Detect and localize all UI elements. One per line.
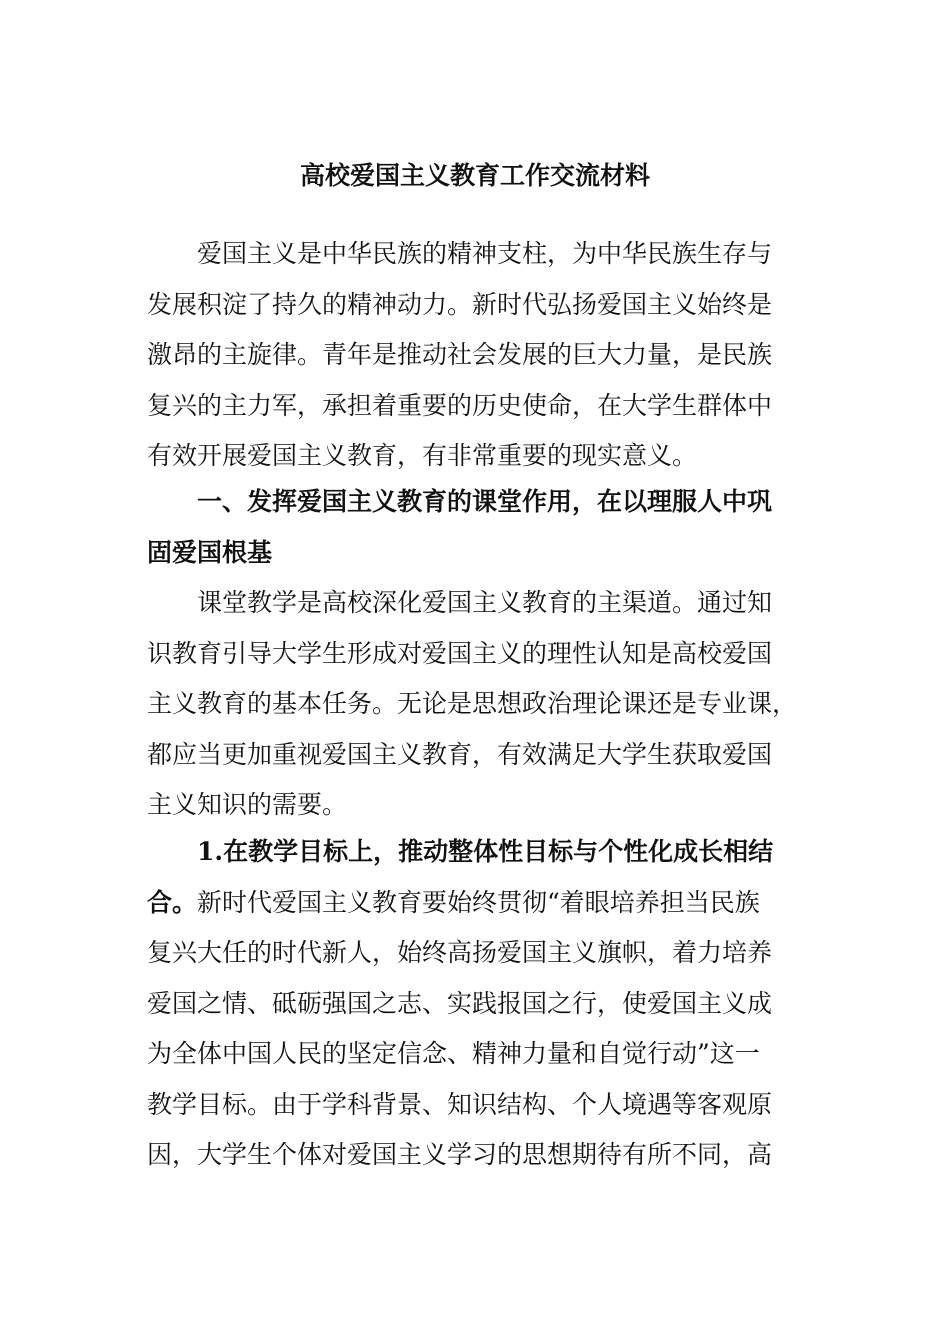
- paragraph-line: 复兴大任的时代新人，始终高扬爱国主义旗帜，着力培养: [147, 938, 773, 967]
- paragraph-line: 教学目标。由于学科背景、知识结构、个人境遇等客观原: [147, 1089, 773, 1119]
- paragraph-teaching-goal: [147, 827, 787, 1181]
- paragraph-line: 主义教育的基本任务。无论是思想政治理论课还是专业课，: [147, 689, 798, 718]
- paragraph-line: 课堂教学是高校深化爱国主义教育的主渠道。通过知: [197, 588, 773, 617]
- paragraph-line: 爱国之情、砥砺强国之志、实践报国之行，使爱国主义成: [147, 988, 773, 1018]
- document-title: 高校爱国主义教育工作交流材料: [299, 161, 650, 190]
- subheading-end: 合。: [147, 887, 198, 917]
- paragraph-line: 发展积淀了持久的精神动力。新时代弘扬爱国主义始终是: [147, 289, 773, 319]
- section-heading-1: [147, 477, 787, 578]
- paragraph-line: 因，大学生个体对爱国主义学习的思想期待有所不同，高: [147, 1140, 773, 1169]
- paragraph-line: 识教育引导大学生形成对爱国主义的理性认知是高校爱国: [147, 638, 773, 668]
- paragraph-line: 复兴的主力军，承担着重要的历史使命，在大学生群体中: [147, 390, 773, 420]
- subheading-line: 1.在教学目标上，推动整体性目标与个性化成长相结: [197, 837, 774, 866]
- paragraph-line: 主义知识的需要。: [147, 790, 348, 819]
- paragraph-classroom: [147, 578, 798, 831]
- paragraph-line: 爱国主义是中华民族的精神支柱，为中华民族生存与: [197, 239, 773, 268]
- paragraph-line: [147, 878, 787, 929]
- heading-line: 一、发挥爱国主义教育的课堂作用，在以理服人中巩: [197, 487, 773, 516]
- paragraph-line: 都应当更加重视爱国主义教育，有效满足大学生获取爱国: [147, 739, 773, 769]
- heading-line: 固爱国根基: [147, 537, 273, 567]
- paragraph-line: 有效开展爱国主义教育，有非常重要的现实意义。: [147, 441, 698, 470]
- paragraph-line-text: 新时代爱国主义教育要始终贯彻“着眼培养担当民族: [197, 887, 760, 917]
- paragraph-line: 为全体中国人民的坚定信念、精神力量和自觉行动”这一: [147, 1039, 760, 1068]
- paragraph-line: 激昂的主旋律。青年是推动社会发展的巨大力量，是民族: [147, 340, 773, 369]
- paragraph-intro: [147, 229, 787, 482]
